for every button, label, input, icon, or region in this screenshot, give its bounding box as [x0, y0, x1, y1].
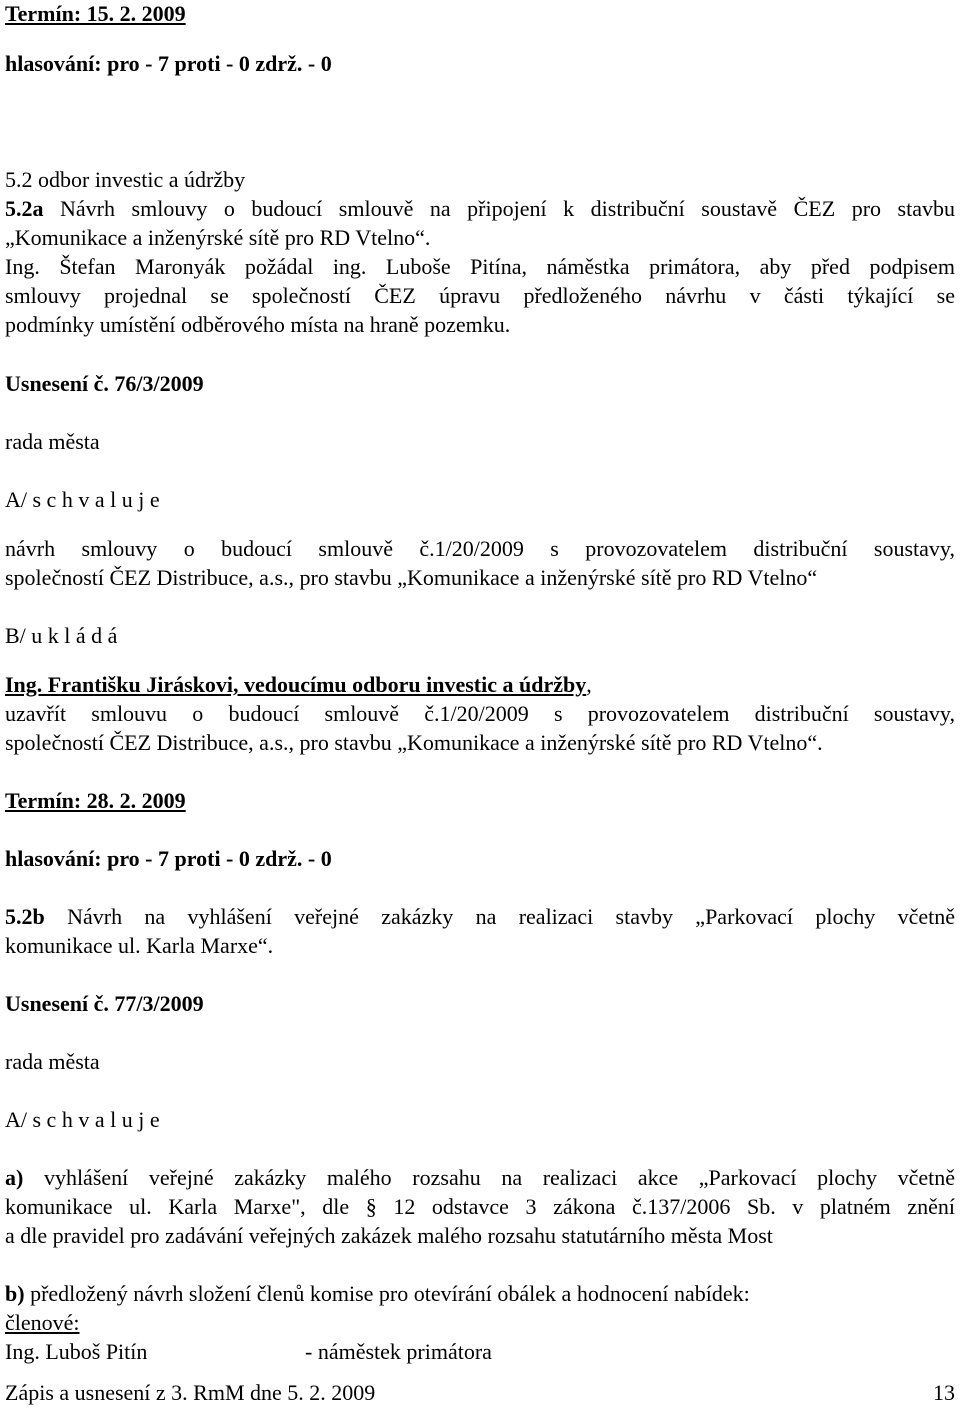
para-line-2: smlouvy projednal se společností ČEZ úpravu předloženého návrhu v části týkající se [5, 283, 955, 308]
item-b-text: předložený návrh složení členů komise pro otevírání obálek a hodnocení nabídek: [24, 1281, 750, 1306]
termin-2: Termín: 28. 2. 2009 [5, 788, 186, 813]
item-52a-title [5, 195, 955, 224]
termin-1: Termín: 15. 2. 2009 [5, 1, 186, 26]
resolution-76-text-2: společností ČEZ Distribuce, a.s., pro stavbu „Komunikace a inženýrské sítě pro RD Vtelno“ [5, 565, 818, 590]
member-row [5, 1338, 955, 1367]
item-52b-number: 5.2b [5, 904, 45, 929]
resolution-77-council: rada města [5, 1049, 100, 1074]
item-52b-title [5, 903, 955, 932]
para-line-1: Ing. Štefan Maronyák požádal ing. Luboše Pitína, náměstka primátora, aby před podpisem [5, 254, 955, 279]
item-52b-title-cont: komunikace ul. Karla Marxe“. [5, 933, 274, 958]
resolution-77-a-1 [5, 1164, 955, 1193]
vote-2: hlasování: pro - 7 proti - 0 zdrž. - 0 [5, 846, 332, 871]
resolution-77-a-3: a dle pravidel pro zadávání veřejných zakázek malého rozsahu statutárního města Most [5, 1223, 773, 1248]
section-heading: 5.2 odbor investic a údržby [5, 167, 246, 192]
resolution-76-text-1: návrh smlouvy o budoucí smlouvě č.1/20/2009 s provozovatelem distribuční soustavy, [5, 536, 955, 561]
resolution-76-assignee [5, 671, 955, 700]
resolution-77-b-1 [5, 1280, 955, 1309]
resolution-76-council: rada města [5, 429, 100, 454]
assignee-comma: , [586, 672, 592, 697]
item-52a-number: 5.2a [5, 196, 44, 221]
resolution-76-task-1: uzavřít smlouvu o budoucí smlouvě č.1/20/2009 s provozovatelem distribuční soustavy, [5, 701, 955, 726]
page-footer [5, 1379, 955, 1408]
resolution-77-approve: A/ s c h v a l u j e [5, 1107, 160, 1132]
footer-text: Zápis a usnesení z 3. RmM dne 5. 2. 2009 [5, 1380, 376, 1405]
item-52b-title-text: Návrh na vyhlášení veřejné zakázky na realizaci stavby „Parkovací plochy včetně [44, 904, 955, 929]
item-a-marker: a) [5, 1165, 24, 1190]
resolution-76-label: Usnesení č. 76/3/2009 [5, 371, 204, 396]
vote-1: hlasování: pro - 7 proti - 0 zdrž. - 0 [5, 51, 332, 76]
item-52a-title-text: Návrh smlouvy o budoucí smlouvě na připojení k distribuční soustavě ČEZ pro stavbu [43, 196, 955, 221]
members-label: členové: [5, 1310, 80, 1335]
member-name: Ing. Luboš Pitín [5, 1339, 148, 1364]
resolution-76-task-2: společností ČEZ Distribuce, a.s., pro stavbu „Komunikace a inženýrské sítě pro RD Vtelno“. [5, 730, 823, 755]
para-line-3: podmínky umístění odběrového místa na hraně pozemku. [5, 312, 511, 337]
resolution-76-approve: A/ s c h v a l u j e [5, 487, 160, 512]
resolution-77-label: Usnesení č. 77/3/2009 [5, 991, 204, 1016]
item-52a-title-cont: „Komunikace a inženýrské sítě pro RD Vtelno“. [5, 225, 431, 250]
assignee-name: Ing. Františku Jiráskovi, vedoucímu odboru investic a údržby [5, 672, 587, 697]
item-b-marker: b) [5, 1281, 25, 1306]
member-role: - náměstek primátora [305, 1339, 492, 1364]
resolution-77-a-2: komunikace ul. Karla Marxe", dle § 12 odstavce 3 zákona č.137/2006 Sb. v platném znění [5, 1194, 955, 1219]
item-a-text: vyhlášení veřejné zakázky malého rozsahu na realizaci akce „Parkovací plochy včetně [23, 1165, 955, 1190]
page-number: 13 [933, 1380, 955, 1405]
resolution-76-assign: B/ u k l á d á [5, 623, 118, 648]
